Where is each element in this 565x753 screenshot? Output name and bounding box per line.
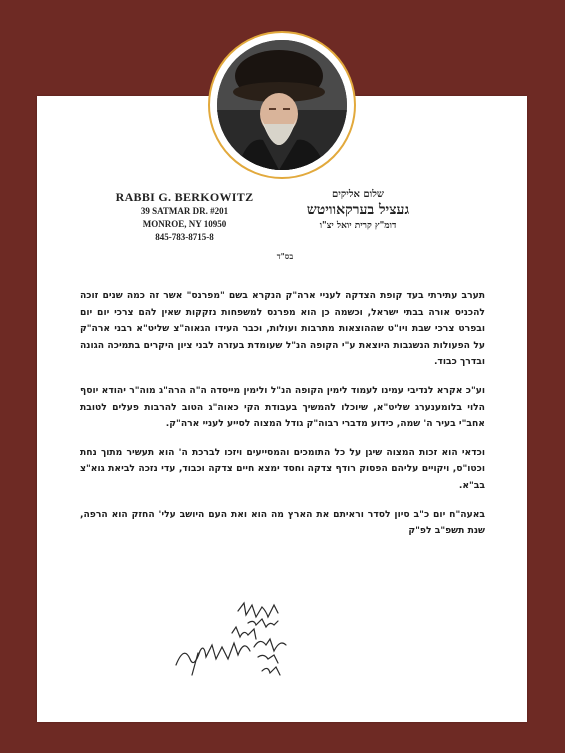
- paragraph-3: וכדאי הוא זכות המצוה שיגן על כל התומכים והמסייעים ויזכו לברכת ה' הוא תעשיר מתוך נחת וכטו"ס, ויקויים עליהם הפסוק רודף צדקה וחסד ימצא חיים צדקה וכבוד, עדי נזכה לביאת גוא"צ בב"א.: [80, 446, 485, 491]
- portrait-image: [217, 40, 347, 170]
- phone-number: 845-783-8715-8: [155, 232, 214, 242]
- rabbi-title-hebrew: דומ"ץ קרית יואל יצ"ו: [319, 221, 397, 231]
- bsd-mark: בס"ד: [276, 251, 294, 261]
- paragraph-2: וע"כ אקרא לנדיבי עמינו לעמוד לימין הקופה הנ"ל ולימין מייסדה ה"ה הרה"ג מוה"ר יהודא יוסף הלוי בלומענערג שליט"א, שיוכלו להמשיך בעבודת הקי כאוה"ג הטוב להרבות פעלים לטובת אחב"י בעיר ה' שמה, כידוע מדברי רבוה"ק גודל המצוה לסייע לעניי ארה"ק.: [80, 384, 485, 430]
- greeting-hebrew: שלום אליקים: [332, 189, 384, 200]
- signature-image: [170, 593, 330, 693]
- rabbi-portrait-avatar: [208, 31, 356, 179]
- paragraph-1: תערב עתירתי בעד קופת הצדקה לעניי ארה"ק הנקרא בשם "מפרנס" אשר זה כמה שנים זוכה להכניס אורה בבתי ישראל, וכשמה כן הוא מפרנס למשפחות נזקקות שאין להם צרכי יום יום ובפרט צרכי שבת ויו"ט שההוצאות מתרבות ועולות, וכבר העידו הגאוה"צ שליט"א רבני ארה"ק על הפעולות הנשגבות היוצאת ע"י הקופה הנ"ל שעומדת בעזרה לבני ציון היקרים בתמיכה הגונה ובדרך כבוד.: [80, 290, 485, 368]
- letterhead-hebrew: [288, 189, 428, 231]
- address-city: MONROE, NY 10950: [142, 219, 227, 229]
- letterhead-english: [112, 190, 257, 244]
- rabbi-name-hebrew: געציל בערקאוויטש: [306, 202, 410, 218]
- letter-body: [80, 288, 485, 552]
- rabbi-name-english: RABBI G. BERKOWITZ: [115, 190, 254, 204]
- portrait-photo: [217, 40, 347, 170]
- handwritten-signature: [170, 593, 330, 693]
- address-street: 39 SATMAR DR. #201: [140, 206, 229, 216]
- paragraph-4: באעה"ח יום כ"ב סיון לסדר וראיתם את הארץ מה הוא ואת העם היושב עלי' החזק הוא הרפה, שנת תשפ"ב לפ"ק: [80, 508, 485, 537]
